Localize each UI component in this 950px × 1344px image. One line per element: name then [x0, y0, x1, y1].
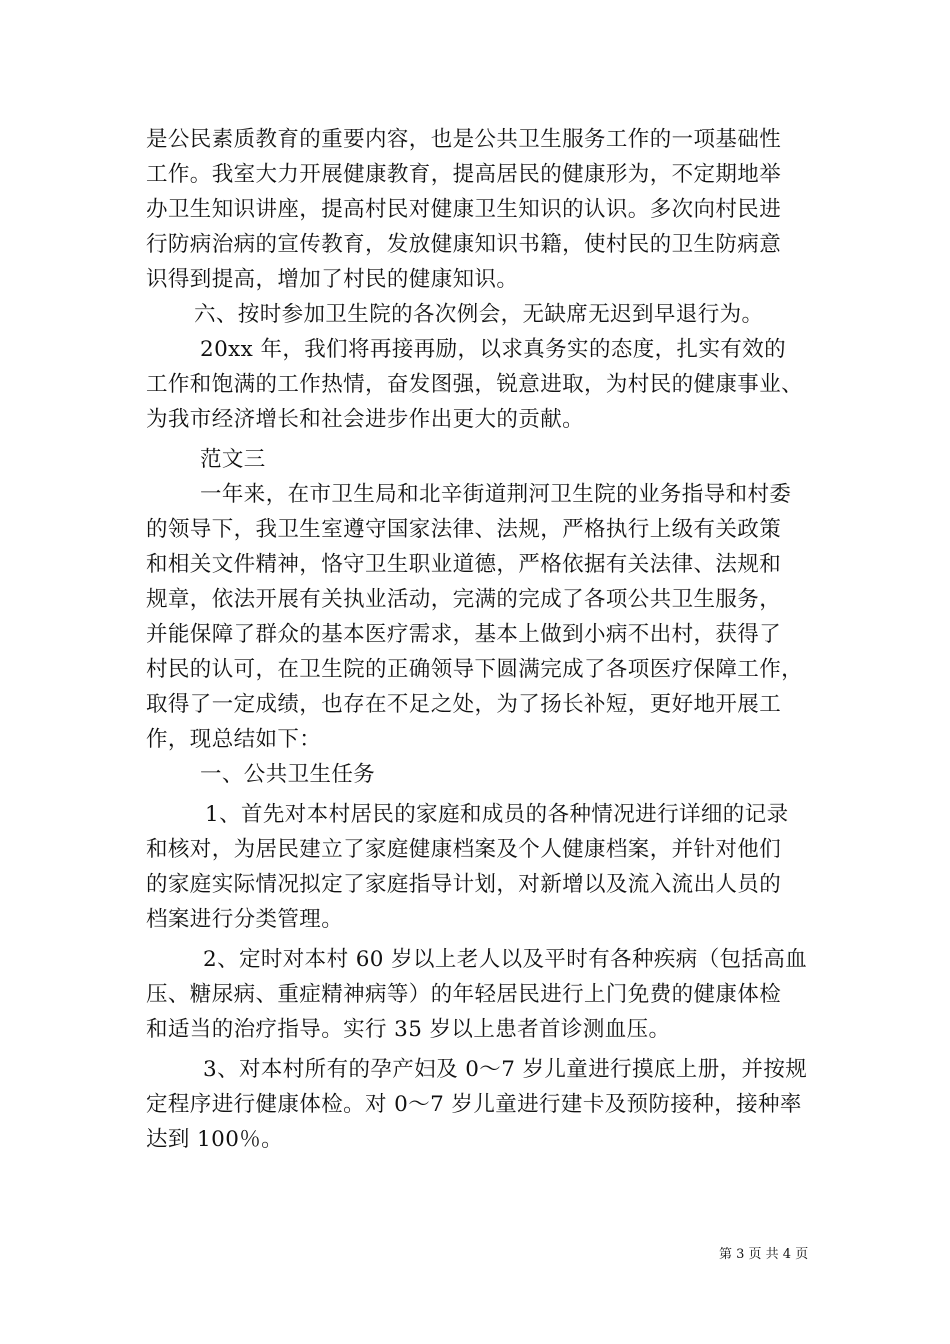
paragraph-line: 的领导下，我卫生室遵守国家法律、法规，严格执行上级有关政策: [146, 517, 782, 542]
paragraph-line: 规章，依法开展有关执业活动，完满的完成了各项公共卫生服务，: [146, 587, 782, 612]
paragraph-line: 2、定时对本村 60 岁以上老人以及平时有各种疾病（包括高血: [203, 947, 808, 972]
paragraph-line: 和核对，为居民建立了家庭健康档案及个人健康档案，并针对他们: [146, 837, 782, 862]
paragraph-line: 村民的认可，在卫生院的正确领导下圆满完成了各项医疗保障工作，: [146, 657, 804, 682]
paragraph-line: 和适当的治疗指导。实行 35 岁以上患者首诊测血压。: [146, 1017, 671, 1042]
paragraph-line: 行防病治病的宣传教育，发放健康知识书籍，使村民的卫生防病意: [146, 232, 782, 257]
paragraph-line: 20xx 年，我们将再接再励，以求真务实的态度，扎实有效的: [200, 337, 787, 362]
page-number: 第 3 页 共 4 页: [719, 1247, 809, 1262]
paragraph-line: 一年来，在市卫生局和北辛街道荆河卫生院的业务指导和村委: [200, 482, 792, 507]
paragraph-line: 作，现总结如下：: [146, 727, 322, 752]
paragraph-line: 工作和饱满的工作热情，奋发图强，锐意进取，为村民的健康事业、: [146, 372, 804, 397]
paragraph-line: 取得了一定成绩，也存在不足之处，为了扬长补短，更好地开展工: [146, 692, 782, 717]
paragraph-line: 为我市经济增长和社会进步作出更大的贡献。: [146, 407, 585, 432]
paragraph-line: 是公民素质教育的重要内容，也是公共卫生服务工作的一项基础性: [146, 127, 782, 152]
paragraph-line: 并能保障了群众的基本医疗需求，基本上做到小病不出村，获得了: [146, 622, 782, 647]
section-heading: 范文三: [200, 447, 266, 472]
paragraph-line: 压、糖尿病、重症精神病等）的年轻居民进行上门免费的健康体检: [146, 982, 782, 1007]
paragraph-line: 达到 100％。: [146, 1127, 284, 1152]
paragraph-line: 的家庭实际情况拟定了家庭指导计划，对新增以及流入流出人员的: [146, 872, 782, 897]
paragraph-line: 3、对本村所有的孕产妇及 0～7 岁儿童进行摸底上册，并按规: [203, 1057, 808, 1082]
paragraph-line: 六、按时参加卫生院的各次例会，无缺席无迟到早退行为。: [194, 302, 764, 327]
section-heading: 一、公共卫生任务: [200, 762, 376, 787]
paragraph-line: 识得到提高，增加了村民的健康知识。: [146, 267, 519, 292]
paragraph-line: 1、首先对本村居民的家庭和成员的各种情况进行详细的记录: [205, 802, 789, 827]
paragraph-line: 和相关文件精神，恪守卫生职业道德，严格依据有关法律、法规和: [146, 552, 782, 577]
paragraph-line: 定程序进行健康体检。对 0～7 岁儿童进行建卡及预防接种，接种率: [146, 1092, 802, 1117]
paragraph-line: 档案进行分类管理。: [146, 907, 344, 932]
paragraph-line: 工作。我室大力开展健康教育，提高居民的健康形为，不定期地举: [146, 162, 782, 187]
paragraph-line: 办卫生知识讲座，提高村民对健康卫生知识的认识。多次向村民进: [146, 197, 782, 222]
